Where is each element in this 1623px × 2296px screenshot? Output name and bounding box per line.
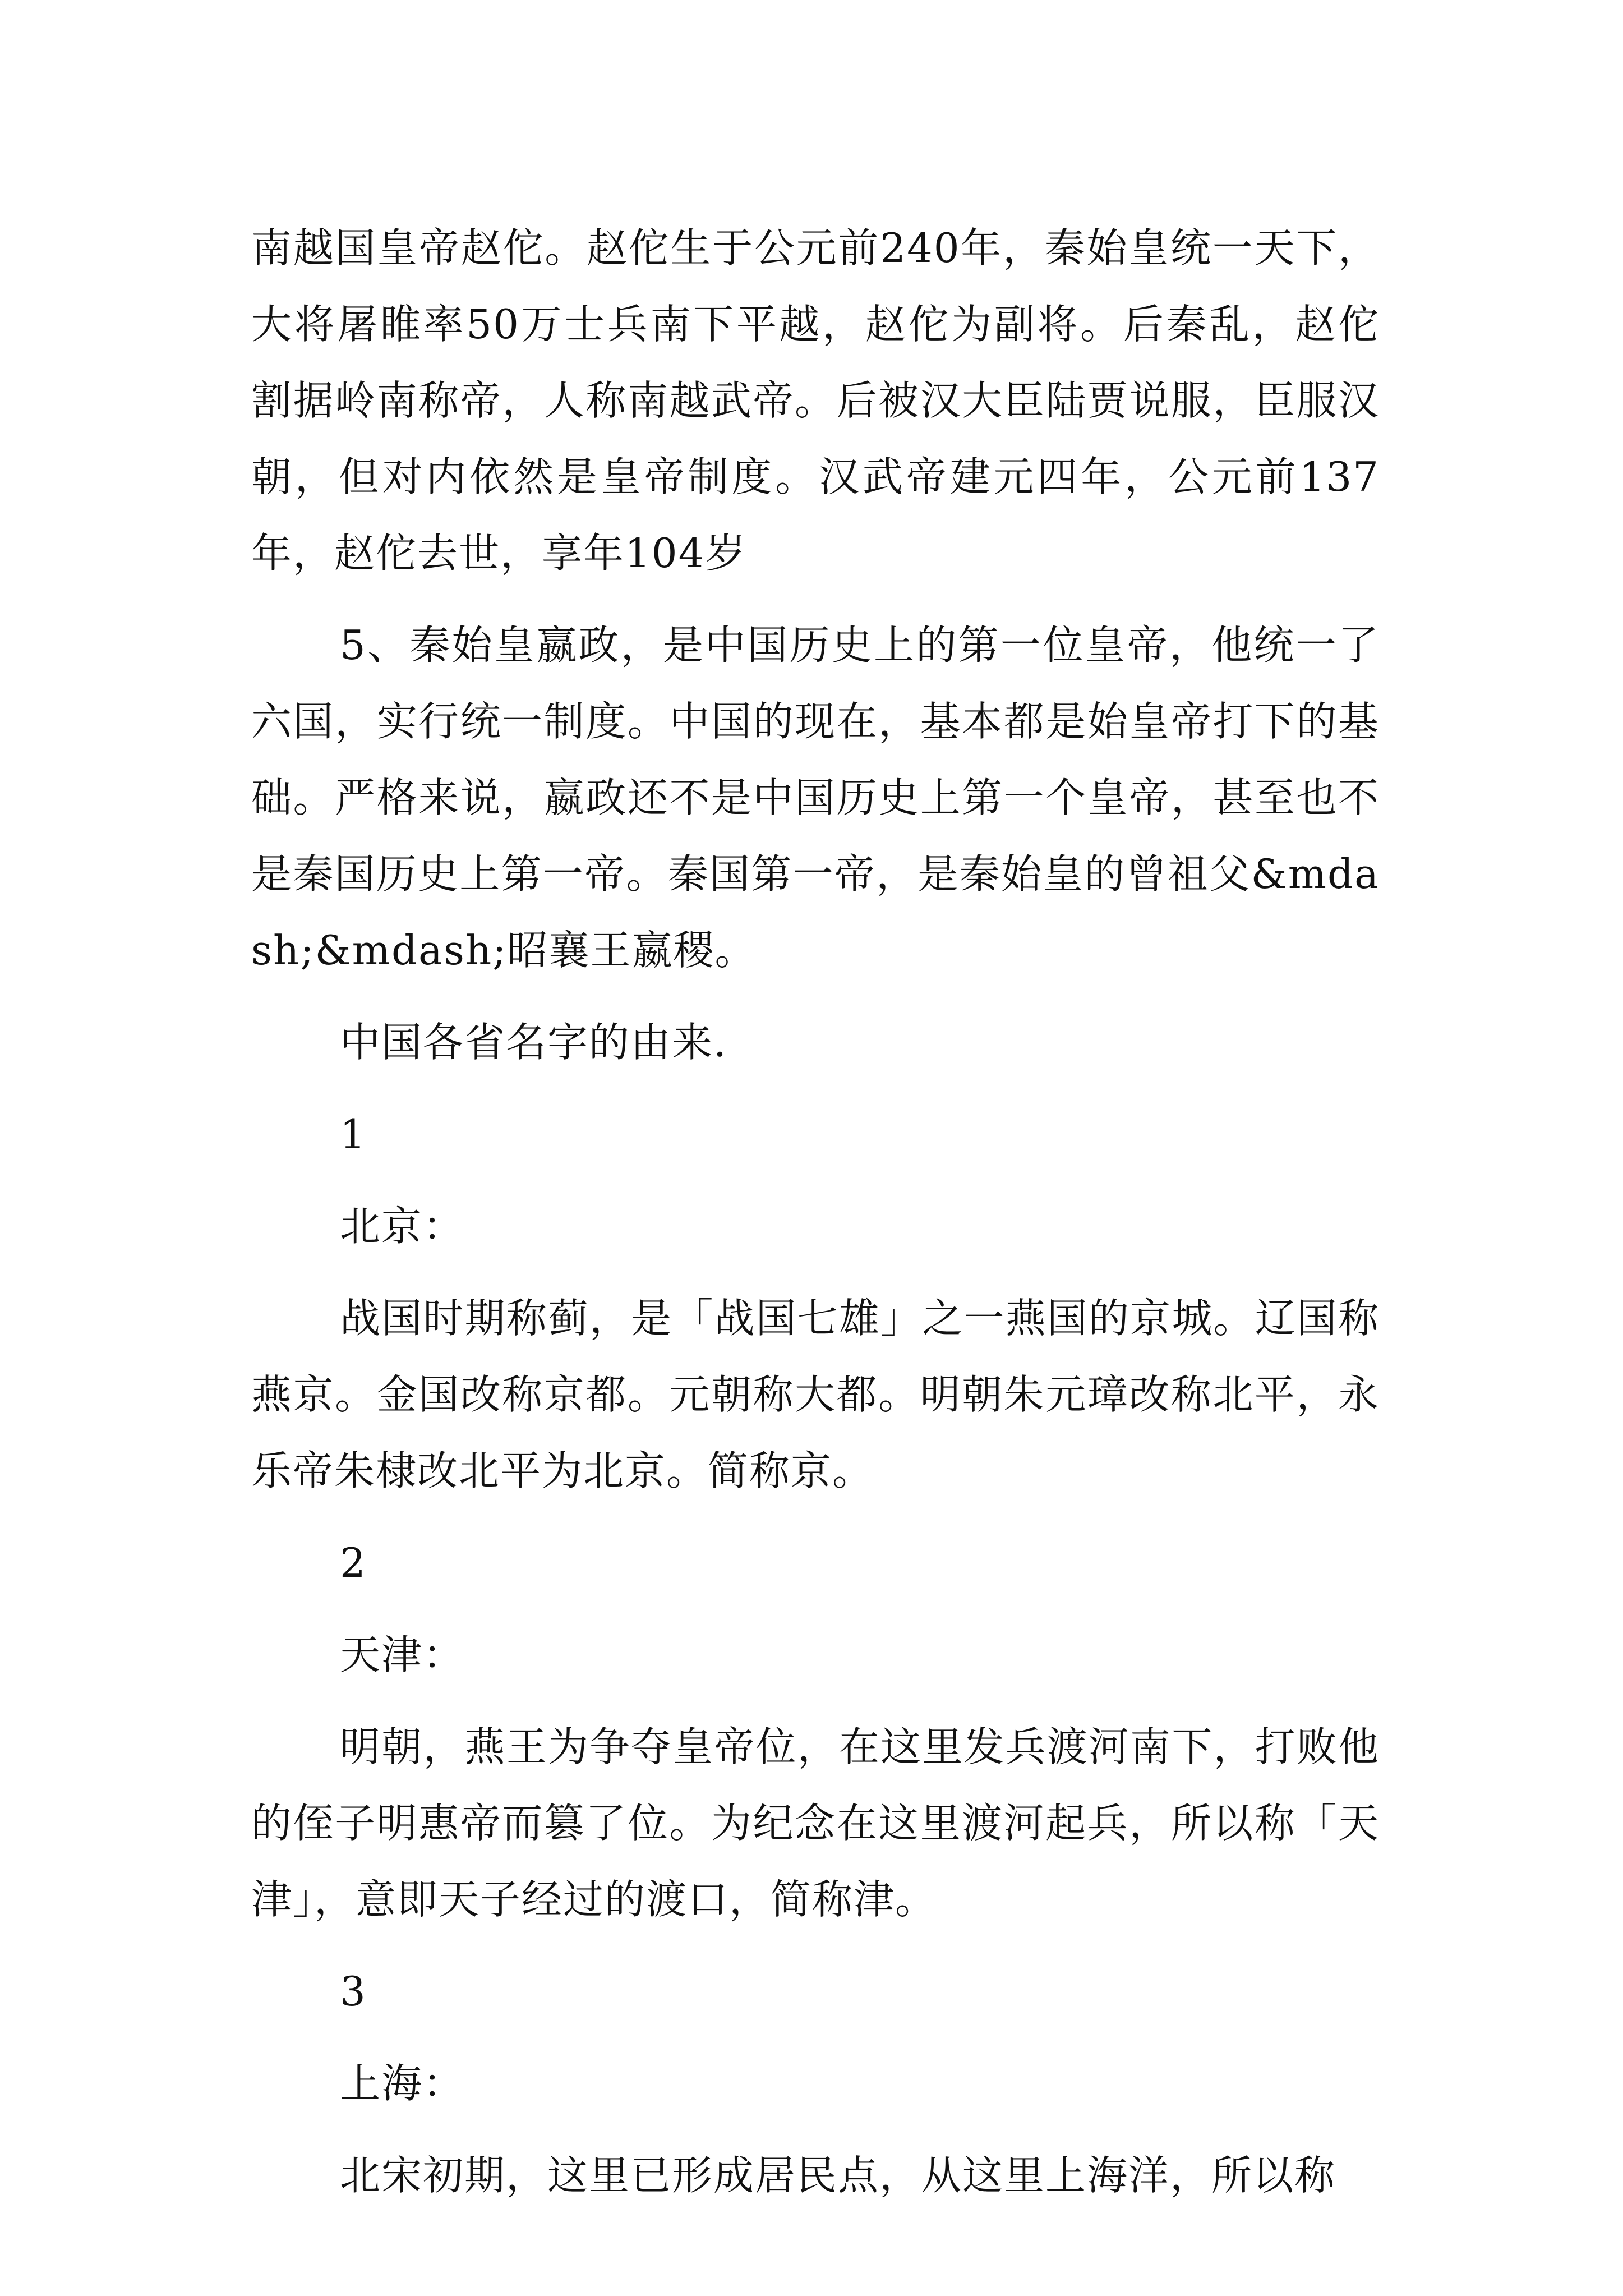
- paragraph-shanghai: 北宋初期，这里已形成居民点，从这里上海洋，所以称: [340, 2152, 1336, 2199]
- document-page: [251, 210, 1380, 2214]
- paragraph-zhao-tuo: 南越国皇帝赵佗。赵佗生于公元前240年，秦始皇统一天下，大将屠睢率50万士兵南下平越，赵佗为副将。后秦乱，赵佗割据岭南称帝，人称南越武帝。后被汉大臣陆贾说服，臣服汉朝，但对内依然是皇帝制度。汉武帝建元四年，公元前137年，赵佗去世，享年104岁: [251, 224, 1380, 577]
- item-number-1: 1: [340, 1111, 367, 1158]
- item-title-beijing: 北京：: [340, 1203, 465, 1250]
- item-number-3: 3: [340, 1968, 367, 2015]
- item-title-shanghai: 上海：: [340, 2060, 465, 2107]
- section-heading-province-names: 中国各省名字的由来.: [340, 1019, 727, 1066]
- item-number-2: 2: [340, 1539, 367, 1586]
- paragraph-tianjin: 明朝，燕王为争夺皇帝位，在这里发兵渡河南下，打败他的侄子明惠帝而篡了位。为纪念在这里渡河起兵，所以称「天津」，意即天子经过的渡口，简称津。: [251, 1723, 1380, 1923]
- item-title-tianjin: 天津：: [340, 1631, 465, 1678]
- paragraph-beijing: 战国时期称蓟，是「战国七雄」之一燕国的京城。辽国称燕京。金国改称京都。元朝称大都。明朝朱元璋改称北平，永乐帝朱棣改北平为北京。简称京。: [251, 1295, 1380, 1494]
- paragraph-qin-shi-huang: 5、秦始皇嬴政，是中国历史上的第一位皇帝，他统一了六国，实行统一制度。中国的现在，基本都是始皇帝打下的基础。严格来说，嬴政还不是中国历史上第一个皇帝，甚至也不是秦国历史上第一帝。秦国第一帝，是秦始皇的曾祖父&mdash;&mdash;昭襄王嬴稷。: [251, 622, 1380, 974]
